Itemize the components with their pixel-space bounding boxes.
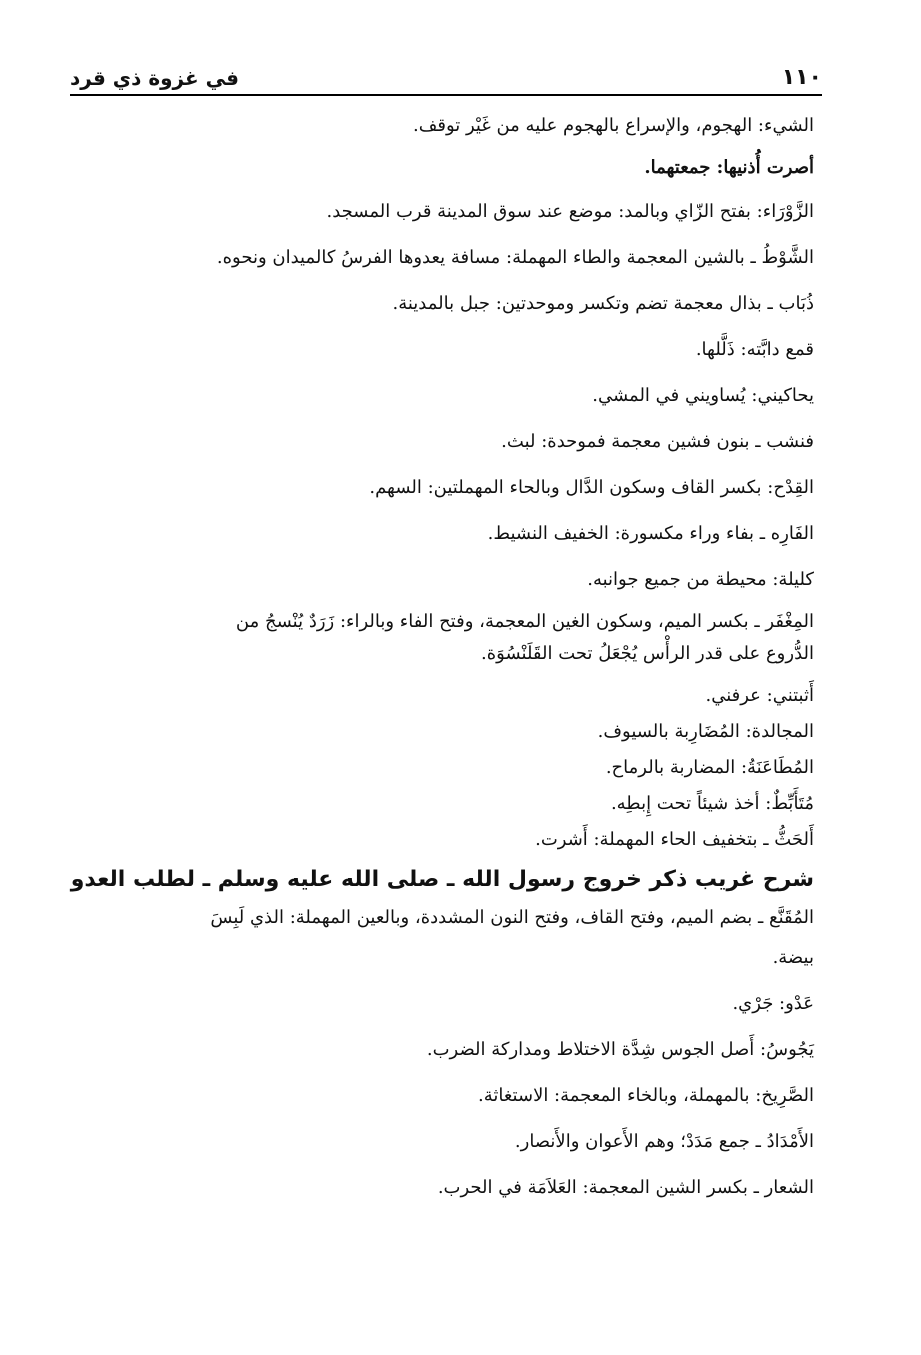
entry-text: الأَمْدَادُ ـ جمع مَدَدْ؛ وهم الأَعوان والأَنصار. xyxy=(514,1131,814,1152)
page-body xyxy=(66,112,814,1220)
entry-text: الفَارِه ـ بفاء وراء مكسورة: الخفيف النشيط. xyxy=(487,523,814,544)
entry-text: المِغْفَر ـ بكسر الميم، وسكون الغين المعجمة، وفتح الفاء وبالراء: زَرَدٌ يُنْسجُ من xyxy=(235,611,814,632)
entry-text: أَلحَثُّ ـ بتخفيف الحاء المهملة: أَشرت. xyxy=(535,829,814,850)
entry-text: الشعار ـ بكسر الشين المعجمة: العَلاَمَة في الحرب. xyxy=(437,1177,814,1198)
running-header xyxy=(70,52,822,96)
entry-text: عَدْو: جَرْي. xyxy=(732,993,814,1014)
entry-text: القِدْح: بكسر القاف وسكون الدَّال وبالحاء المهملتين: السهم. xyxy=(369,477,814,498)
entry-text: الزَّوْرَاء: بفتح الزّاي وبالمد: موضع عند سوق المدينة قرب المسجد. xyxy=(326,201,814,222)
entry-text: المُطَاعَنَةُ: المضاربة بالرماح. xyxy=(605,757,814,778)
entry-text-continued: بيضة. xyxy=(772,947,814,968)
entry-text: المجالدة: المُضَارِبة بالسيوف. xyxy=(597,721,814,742)
entry-text: يَجُوسُ: أَصل الجوس شِدَّة الاختلاط ومداركة الضرب. xyxy=(426,1039,814,1060)
entry-text: أصرت أُذنيها: جمعتهما. xyxy=(644,157,814,178)
entry-text: الشَّوْطُ ـ بالشين المعجمة والطاء المهملة: مسافة يعدوها الفرسُ كالميدان ونحوه. xyxy=(216,247,814,268)
entry-text: الشيء: الهجوم، والإسراع بالهجوم عليه من غَيْر توقف. xyxy=(412,115,814,136)
entry-text: مُتَأَبِّطٌ: أخذ شيئاً تحت إِبطِه. xyxy=(610,793,814,814)
running-title: في غزوة ذي قرد xyxy=(70,66,239,90)
entry-text: المُقَنَّع ـ بضم الميم، وفتح القاف، وفتح النون المشددة، وبالعين المهملة: الذي لَبِسَ xyxy=(210,907,814,928)
entry-text: يحاكيني: يُساويني في المشي. xyxy=(592,385,814,406)
section-heading: شرح غريب ذكر خروج رسول الله ـ صلى الله عليه وسلم ـ لطلب العدو xyxy=(70,867,814,892)
entry-text: قمع دابَّته: ذَلَّلها. xyxy=(695,339,814,360)
entry-text: فنشب ـ بنون فشين معجمة فموحدة: لبث. xyxy=(501,431,814,452)
entry-text: أَثبتني: عرفني. xyxy=(705,685,814,706)
entry-text: الصَّرِيخ: بالمهملة، وبالخاء المعجمة: الاستغاثة. xyxy=(478,1085,814,1106)
entry-text-continued: الدُّروع على قدر الرأْس يُجْعَلُ تحت القَلَنْسُوَة. xyxy=(481,643,814,664)
entry-text: ذُبَاب ـ بذال معجمة تضم وتكسر وموحدتين: جبل بالمدينة. xyxy=(392,293,814,314)
entry-text: كليلة: محيطة من جميع جوانبه. xyxy=(587,569,814,590)
page-number: ١١٠ xyxy=(781,65,822,90)
